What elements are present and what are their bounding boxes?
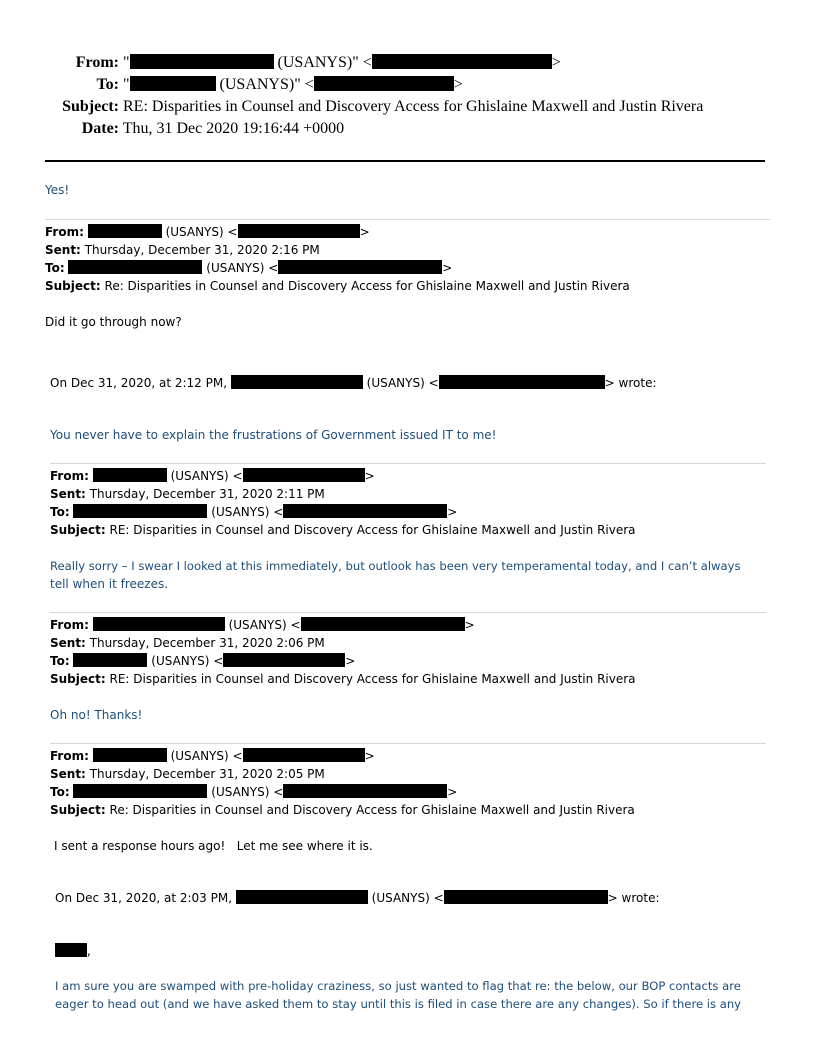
redaction-block: [88, 224, 162, 238]
message-separator: [45, 219, 770, 220]
from-org: (USANYS) <: [165, 225, 238, 239]
to-org: (USANYS) <: [151, 654, 224, 668]
subject-text: RE: Disparities in Counsel and Discovery Access for Ghislaine Maxwell and Justin Rivera: [109, 672, 636, 686]
from-close: >: [359, 225, 370, 239]
header-to-label: To:: [96, 76, 119, 93]
subject-text: RE: Disparities in Counsel and Discovery Access for Ghislaine Maxwell and Justin Rivera: [109, 523, 636, 537]
message-body-line: Really sorry – I swear I looked at this immediately, but outlook has been very temperamental today, and I can’t always: [50, 559, 741, 573]
header-to-line: [45, 74, 463, 96]
wrote-line: [55, 889, 660, 907]
message-sent-line: [50, 634, 325, 652]
to-org: (USANYS) <: [211, 785, 284, 799]
message-subject-line: [45, 277, 630, 295]
redaction-block: [130, 76, 216, 91]
to-close: >: [447, 505, 458, 519]
message-body-line: I am sure you are swamped with pre-holiday craziness, so just wanted to flag that re: the below, our BOP contacts are: [55, 979, 741, 993]
message-from-line: [50, 747, 375, 765]
redaction-block: [68, 260, 202, 274]
sent-label: Sent:: [50, 767, 86, 781]
redaction-block: [73, 504, 207, 518]
message-subject-line: [50, 521, 636, 539]
sent-label: Sent:: [50, 636, 86, 650]
message-from-line: [45, 223, 370, 241]
redaction-block: [238, 224, 360, 238]
redaction-block: [93, 468, 167, 482]
redaction-block: [283, 504, 447, 518]
message-subject-line: [50, 801, 635, 819]
header-divider: [45, 160, 765, 162]
subject-text: Re: Disparities in Counsel and Discovery Access for Ghislaine Maxwell and Justin Rivera: [109, 803, 635, 817]
from-close: >: [364, 749, 375, 763]
message-sent-line: [50, 765, 325, 783]
from-close: >: [364, 469, 375, 483]
message-body: Did it go through now?: [45, 315, 182, 329]
subject-text: Re: Disparities in Counsel and Discovery Access for Ghislaine Maxwell and Justin Rivera: [104, 279, 630, 293]
to-org: (USANYS) <: [211, 505, 284, 519]
message-body: I sent a response hours ago! Let me see where it is.: [54, 839, 373, 853]
from-label: From:: [50, 618, 89, 632]
redaction-block: [243, 748, 365, 762]
salutation-line: [55, 942, 91, 960]
wrote-suffix: > wrote:: [604, 376, 657, 390]
from-close: >: [464, 618, 475, 632]
redaction-block: [236, 890, 368, 904]
redaction-block: [439, 375, 605, 389]
subject-label: Subject:: [45, 279, 101, 293]
header-from-line: [45, 52, 561, 74]
from-label: From:: [45, 225, 84, 239]
to-label: To:: [50, 785, 70, 799]
redaction-block: [55, 943, 87, 957]
header-from-label: From:: [75, 54, 119, 71]
redaction-block: [243, 468, 365, 482]
redaction-block: [372, 54, 552, 69]
subject-label: Subject:: [50, 803, 106, 817]
to-close: >: [442, 261, 453, 275]
header-to-close: >: [453, 76, 463, 93]
message-to-line: [50, 783, 457, 801]
from-label: From:: [50, 469, 89, 483]
message-subject-line: [50, 670, 636, 688]
redaction-block: [73, 784, 207, 798]
message-separator: [50, 463, 766, 464]
header-subject: RE: Disparities in Counsel and Discovery Access for Ghislaine Maxwell and Justin Rivera: [123, 98, 704, 115]
header-to-quote: ": [123, 76, 130, 93]
to-label: To:: [50, 505, 70, 519]
header-date-line: [45, 118, 344, 140]
redaction-block: [93, 748, 167, 762]
sent-label: Sent:: [45, 243, 81, 257]
wrote-org: (USANYS) <: [371, 891, 444, 905]
to-close: >: [447, 785, 458, 799]
redaction-block: [444, 890, 608, 904]
message-body: Oh no! Thanks!: [50, 708, 143, 722]
from-org: (USANYS) <: [170, 749, 243, 763]
message-body-line: tell when it freezes.: [50, 577, 169, 591]
message-sent-line: [45, 241, 320, 259]
to-label: To:: [50, 654, 70, 668]
from-org: (USANYS) <: [170, 469, 243, 483]
wrote-suffix: > wrote:: [607, 891, 660, 905]
message-to-line: [50, 652, 355, 670]
message-separator: [50, 743, 766, 744]
redaction-block: [301, 617, 465, 631]
header-date-label: Date:: [81, 120, 119, 137]
to-label: To:: [45, 261, 65, 275]
header-subject-line: [45, 96, 703, 118]
redaction-block: [130, 54, 274, 69]
message-to-line: [50, 503, 457, 521]
sent-label: Sent:: [50, 487, 86, 501]
message-body-line: eager to head out (and we have asked them to stay until this is filed in case there are any changes). So if there is any: [55, 997, 742, 1011]
redaction-block: [283, 784, 447, 798]
sent-date: Thursday, December 31, 2020 2:06 PM: [89, 636, 325, 650]
wrote-line: [50, 374, 657, 392]
header-subject-label: Subject:: [62, 98, 119, 115]
message-from-line: [50, 616, 475, 634]
wrote-prefix: On Dec 31, 2020, at 2:03 PM,: [55, 891, 233, 905]
header-to-org: (USANYS)" <: [219, 76, 314, 93]
sent-date: Thursday, December 31, 2020 2:11 PM: [89, 487, 325, 501]
to-org: (USANYS) <: [206, 261, 279, 275]
from-label: From:: [50, 749, 89, 763]
header-from-org: (USANYS)" <: [277, 54, 372, 71]
wrote-org: (USANYS) <: [366, 376, 439, 390]
sent-date: Thursday, December 31, 2020 2:16 PM: [84, 243, 320, 257]
sent-date: Thursday, December 31, 2020 2:05 PM: [89, 767, 325, 781]
message-body: You never have to explain the frustrations of Government issued IT to me!: [50, 428, 497, 442]
header-date: Thu, 31 Dec 2020 19:16:44 +0000: [122, 120, 345, 137]
redaction-block: [223, 653, 345, 667]
message-from-line: [50, 467, 375, 485]
redaction-block: [231, 375, 363, 389]
subject-label: Subject:: [50, 672, 106, 686]
redaction-block: [278, 260, 442, 274]
message-separator: [50, 612, 766, 613]
redaction-block: [73, 653, 147, 667]
from-org: (USANYS) <: [228, 618, 301, 632]
wrote-prefix: On Dec 31, 2020, at 2:12 PM,: [50, 376, 228, 390]
redaction-block: [93, 617, 225, 631]
redaction-block: [314, 76, 454, 91]
message-sent-line: [50, 485, 325, 503]
message-to-line: [45, 259, 452, 277]
to-close: >: [345, 654, 356, 668]
subject-label: Subject:: [50, 523, 106, 537]
salutation-comma: ,: [87, 944, 91, 958]
header-from-quote: ": [123, 54, 130, 71]
header-from-close: >: [551, 54, 561, 71]
message-body: Yes!: [45, 183, 70, 197]
